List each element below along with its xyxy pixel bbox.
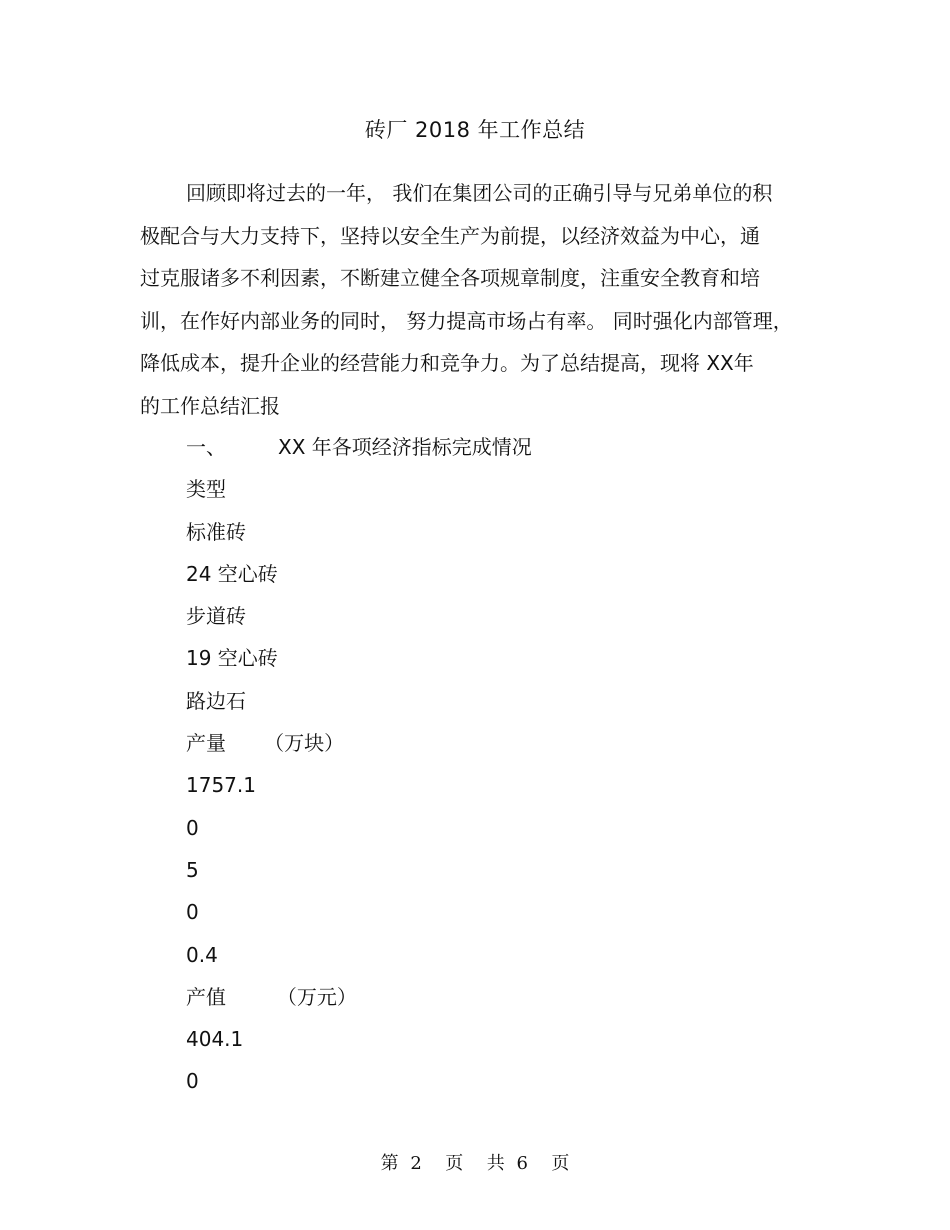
list-item: 0	[186, 900, 199, 925]
list-item: 标准砖	[186, 519, 246, 544]
list-item: 0	[186, 1069, 199, 1094]
intro-line-4: 训，在作好内部业务的同时， 努力提高市场占有率。 同时强化内部管理，	[140, 308, 793, 333]
list-item: 产值 （万元）	[186, 984, 357, 1009]
list-item: 0.4	[186, 942, 218, 967]
intro-line-2: 极配合与大力支持下，坚持以安全生产为前提，以经济效益为中心，通	[140, 223, 760, 248]
intro-line-6: 的工作总结汇报	[140, 393, 280, 418]
section-heading	[186, 432, 532, 474]
list-item: 1757.1	[186, 773, 256, 798]
document-title: 砖厂 2018 年工作总结	[364, 118, 586, 142]
section-heading-text: XX 年各项经济指标完成情况	[278, 435, 532, 459]
intro-line-1: 回顾即将过去的一年， 我们在集团公司的正确引导与兄弟单位的积	[186, 181, 773, 205]
list-item: 路边石	[186, 688, 246, 713]
list-item: 19 空心砖	[186, 646, 278, 671]
list-item: 步道砖	[186, 604, 246, 629]
list-item: 0	[186, 815, 199, 840]
section-number: 一、	[186, 435, 226, 459]
list-item: 类型	[186, 477, 226, 502]
list-item: 24 空心砖	[186, 561, 278, 586]
list-item: 5	[186, 857, 199, 882]
intro-line-5: 降低成本，提升企业的经营能力和竞争力。为了总结提高，现将 XX年	[140, 351, 754, 375]
indicator-list	[186, 432, 532, 1109]
intro-line-3: 过克服诸多不利因素，不断建立健全各项规章制度，注重安全教育和培	[140, 266, 760, 290]
list-item: 404.1	[186, 1027, 244, 1052]
list-item: 产量 （万块）	[186, 731, 345, 756]
page-footer: 第 2 页 共 6 页	[380, 1153, 570, 1174]
intro-paragraph	[140, 178, 810, 433]
